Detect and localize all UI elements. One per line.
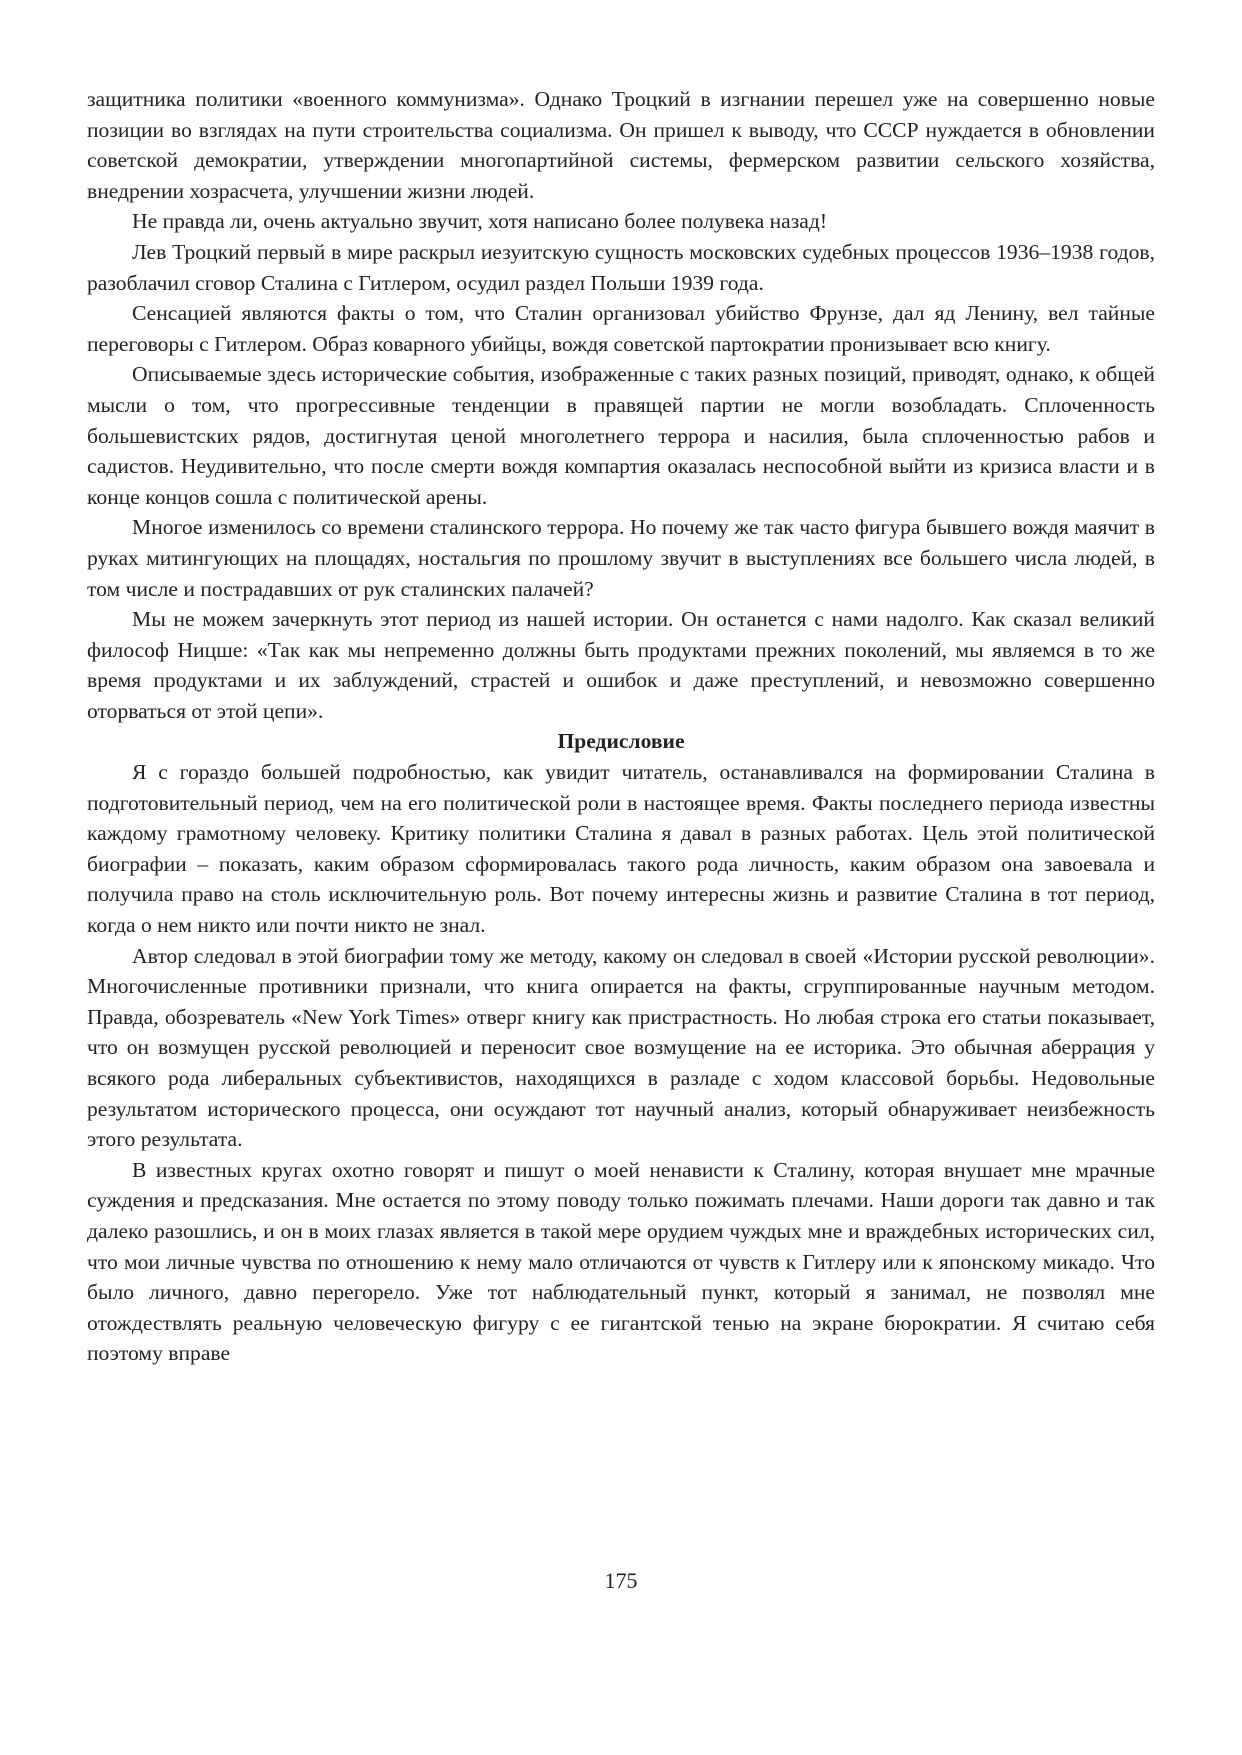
paragraph: Сенсацией являются факты о том, что Сталин организовал убийство Фрунзе, дал яд Ленину, вел тайные переговоры с Гитлером. Образ коварного убийцы, вождя советской партократии пронизывает всю книгу. (87, 301, 1155, 356)
paragraph: Я с гораздо большей подробностью, как увидит читатель, останавливался на формировании Сталина в подготовительный период, чем на его политической роли в настоящее время. Факты последнего периода известны каждому грамотному человеку. Критику политики Сталина я давал в разных работах. Цель этой политической биографии – показать, каким образом сформировалась такого рода личность, каким образом она завоевала и получила право на столь исключительную роль. Вот почему интересны жизнь и развитие Сталина в тот период, когда о нем никто или почти никто не знал. (87, 760, 1155, 938)
paragraph-continuation: защитника политики «военного коммунизма». Однако Троцкий в изгнании перешел уже на совершенно новые позиции во взглядах на пути строительства социализма. Он пришел к выводу, что СССР нуждается в обновлении советской демократии, утверждении многопартийной системы, фермерском развитии сельского хозяйства, внедрении хозрасчета, улучшении жизни людей. (87, 87, 1155, 203)
paragraph: Не правда ли, очень актуально звучит, хотя написано более полувека назад! (132, 209, 828, 234)
page-body (87, 84, 1155, 1369)
paragraph: Многое изменилось со времени сталинского террора. Но почему же так часто фигура бывшего вождя маячит в руках митингующих на площадях, ностальгия по прошлому звучит в выступлениях все большего числа людей, в том числе и пострадавших от рук сталинских палачей? (87, 515, 1155, 601)
paragraph: Мы не можем зачеркнуть этот период из нашей истории. Он останется с нами надолго. Как сказал великий философ Ницше: «Так как мы непременно должны быть продуктами прежних поколений, мы являемся в то же время продуктами и их заблуждений, страстей и ошибок и даже преступлений, и невозможно совершенно оторваться от этой цепи». (87, 607, 1155, 723)
section-heading: Предисловие (557, 729, 685, 754)
paragraph: Автор следовал в этой биографии тому же методу, какому он следовал в своей «Истории русской революции». Многочисленные противники признали, что книга опирается на факты, сгруппированные научным методом. Правда, обозреватель «New York Times» отверг книгу как пристрастность. Но любая строка его статьи показывает, что он возмущен русской революцией и переносит свое возмущение на ее историка. Это обычная аберрация у всякого рода либеральных субъективистов, находящихся в разладе с ходом классовой борьбы. Недовольные результатом исторического процесса, они осуждают тот научный анализ, который обнаруживает неизбежность этого результата. (87, 943, 1155, 1152)
paragraph: В известных кругах охотно говорят и пишут о моей ненависти к Сталину, которая внушает мне мрачные суждения и предсказания. Мне остается по этому поводу только пожимать плечами. Наши дороги так давно и так далеко разошлись, и он в моих глазах является в такой мере орудием чуждых мне и враждебных исторических сил, что мои личные чувства по отношению к нему мало отличаются от чувств к Гитлеру или к японскому микадо. Что было личного, давно перегорело. Уже тот наблюдательный пункт, который я занимал, не позволял мне отождествлять реальную человеческую фигуру с ее гигантской тенью на экране бюрократии. Я считаю себя поэтому вправе (87, 1157, 1155, 1366)
paragraph: Описываемые здесь исторические события, изображенные с таких разных позиций, приводят, однако, к общей мысли о том, что прогрессивные тенденции в правящей партии не могли возобладать. Сплоченность большевистских рядов, достигнутая ценой многолетнего террора и насилия, была сплоченностью рабов и садистов. Неудивительно, что после смерти вождя компартия оказалась неспособной выйти из кризиса власти и в конце концов сошла с политической арены. (87, 362, 1155, 509)
paragraph: Лев Троцкий первый в мире раскрыл иезуитскую сущность московских судебных процессов 1936–1938 годов, разоблачил сговор Сталина с Гитлером, осудил раздел Польши 1939 года. (87, 239, 1155, 295)
page-number: 175 (604, 1568, 638, 1593)
